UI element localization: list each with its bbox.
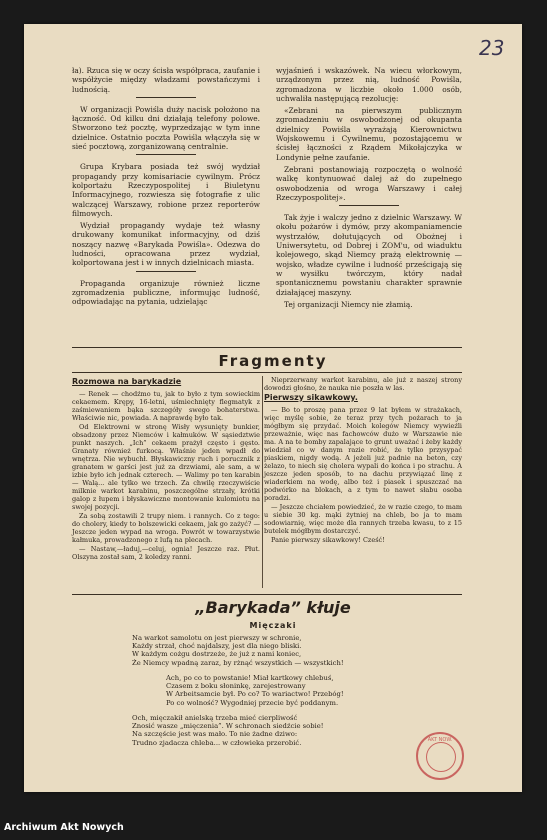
divider <box>72 347 462 348</box>
poem-subtitle: Mięczaki <box>249 621 297 630</box>
poem-title: „Barykada” kłuje <box>195 598 351 617</box>
poem-line: W każdym cożgu dostrzeże, że już z nami koniec, <box>132 650 302 659</box>
stamp-inner-ring <box>426 742 456 772</box>
divider <box>136 271 196 272</box>
paragraph: Propaganda organizuje również liczne zgromadzenia publiczne, informując ludność, odpowiadając na pytania, udzielając <box>72 278 260 307</box>
stamp-text: AKT NOW. <box>427 737 453 743</box>
paragraph: Tej organizacji Niemcy nie złamią. <box>284 299 413 309</box>
paragraph: — Renek — chodźmo tu, jak to było z tym sowieckim cekaemem. Krępy, 16-letni, uśmiechnięty flegmatyk z zaśmiewaniem bąka szczegóły swego bohaterstwa. Właściwie nic, powiada. A naprawdę było tak. <box>72 390 260 422</box>
poem-line: Ach, po co to powstanie! Miał kartkowy chlebuś, <box>166 674 334 682</box>
fragment-column-right <box>264 376 462 545</box>
divider <box>136 154 196 155</box>
paragraph: W organizacji Powiśla duży nacisk położono na łączność. Od kilku dni działają telefony polowe. Stworzono też pocztę, wyprzedzając w tym inne dzielnice. Ostatnio poczta Powiśla włączyła się w sieć pocztową, zorganizowaną centralnie. <box>72 104 260 152</box>
paragraph: Od Elektrowni w stronę Wisły wysunięty bunkier, obsadzony przez Niemców i kałmuków. W sąsiedztwie punkt naszych. „Ich” cekaem prażył często i gęsto. Granaty również furkocą. Właśnie jeden wpadł do wnętrza. Nie wybuchł. Błyskawiczny ruch i porucznik z granatem w garści jest już za drzwiami, ale sam, a w izbie było ich jednak czterech. — Walimy po ten karabin — Walą... ale tylko we trzech. Za chwilę rzeczywiście milknie warkot karabinu, poszczególne strzały, krótki galop z łupem i błyskawiczne montowanie kulomiotu na swojej pozycji. <box>72 423 260 511</box>
paragraph: — Nastaw,—ładuj,—celuj, ognia! Jeszcze raz. Płut. Olszyna został sam, 2 koledzy ranni. <box>72 545 260 561</box>
divider <box>72 594 462 595</box>
fragment-column-left <box>72 376 260 562</box>
fragment-heading: Pierwszy sikawkowy. <box>264 393 358 402</box>
page-number: 23 <box>479 36 505 60</box>
paragraph: ła). Rzuca się w oczy ścisła współpraca, zaufanie i współżycie między władzami powstańczymi i ludnością. <box>72 66 260 94</box>
poem-line: Na warkot samolotu on jest pierwszy w schronie, <box>132 634 302 642</box>
poem-stanza <box>132 714 324 747</box>
paragraph: wyjaśnień i wskazówek. Na wiecu włorkowym, urządzonym przez nią, ludność Powiśla, zgromadzona w liczbie około 1.000 osób, uchwaliła następującą rezolucję: <box>276 66 462 103</box>
divider <box>136 97 196 98</box>
paragraph: «Zebrani na pierwszym publicznym zgromadzeniu w oswobodzonej od okupanta dzielnicy Powiśla wyrażają Kierownictwu Wojskowemu i Cywilnemu, pozostającemu w ścisłej łączności z Rządem Mikołajczyka w Londynie pełne zaufanie. <box>276 106 462 162</box>
poem-line: Czasem z boku słoninkę, zarejestrowany <box>166 682 306 691</box>
paragraph: — Bo to proszę pana przez 9 lat byłem w strażakach, więc myślę sobie, że teraz przy tych pożarach to ja mógłbym się przydać. Moich kolegów Niemcy wywieźli przeważnie, więc nas fachowców dużo w Warszawie nie ma. A na te bomby zapalające to grunt uważać i żeby każdy wiedział co w danym razie robić, że tylko przysypać piaskiem, nigdy wodą. A jeżeli już padnie na beton, czy żelazo, to niech się cholera wypali do końca i po strachu. A jeszcze jeden sposób, to na dachu przywiązać linę z wiaderkiem na wodę, albo też i piasek i spuszczać na podwórko na blokach, a z tym to nawet słabu osoba poradzi. <box>264 406 462 502</box>
section-title: Fragmenty <box>218 352 328 370</box>
paragraph: — Jeszcze chciałem powiedzieć, że w razie czego, to mam u siebie 30 kg. mąki żytniej na chleb, bo ja to mam sodowiarnię, więc może dla rannych trzeba kwasu, to z 15 butelek mógłbym dostarczyć. <box>264 503 462 535</box>
poem-line: W Arbeitsamcie był. Po co? To wariactwo! Przebóg! <box>166 690 344 699</box>
poem-stanza <box>132 634 344 667</box>
poem-stanza <box>166 674 344 707</box>
poem-line: Och, mięczakił anielską trzeba mieć cierpliwość <box>132 714 298 722</box>
poem-line: Że Niemcy wpadną zaraz, by rżnąć wszystkich — wszystkich! <box>132 658 344 667</box>
paragraph: Nieprzerwany warkot karabinu, ale już z naszej strony dowodzi głośno, że nauka nie poszła w las. <box>264 376 462 392</box>
paragraph: Grupa Krybara posiada też swój wydział propagandy przy komisariacie cywilnym. Prócz kolportażu Rzeczypospolitej i Biuletynu Informacyjnego, rozwiesza się fotografie z ulic walczącej Warszawy, robione przez reporterów filmowych. <box>72 162 260 218</box>
poem-line: Na szczęście jest was mało. To nie żadne dziwo: <box>132 730 298 739</box>
column-divider <box>262 376 263 588</box>
paragraph: Wydział propagandy wydaje też własny drukowany komunikat informacyjny, od dziś noszący nazwę «Barykada Powiśla». Odezwa do ludności, opracowana przez wydział, kolportowana jest i w innych dzielnicach miasta. <box>72 221 260 268</box>
archive-stamp <box>416 732 464 780</box>
poem-line: Znosić wasze „mięczenia”. W schronach siedźcie sobie! <box>132 722 324 731</box>
divider <box>72 372 462 373</box>
archive-footer: Archiwum Akt Nowych <box>4 822 124 833</box>
fragment-heading: Rozmowa na barykadzie <box>72 377 182 386</box>
poem-line: Po co wolność? Wygodniej przecie być poddanym. <box>166 698 339 707</box>
poem-line: Trudno zjadacza chleba... w człowieka przerobić. <box>132 738 302 747</box>
poem-line: Każdy strzał, choć najdalszy, jest dla niego bliski. <box>132 642 302 651</box>
paragraph: Zebrani postanowiają rozpoczętą o wolność walkę kontynuować dalej aż do zupełnego oswobodzenia od wroga Warszawy i całej Rzeczypospolitej». <box>276 164 462 202</box>
right-column <box>276 66 462 312</box>
paragraph: Za sobą zostawili 2 trupy niem. i rannych. Co z tego: do cholery, kiedy to bolszewicki cekaem, jak go zażyć? — Jeszcze jeden wypad na wroga. Powrót w towarzystwie kałmuka, prowadzonego z lufą na plecach. <box>72 512 260 544</box>
paragraph: Tak żyje i walczy jedno z dzielnic Warszawy. W okołu pożarów i dymów, przy akompaniamencie wystrzałów, dołutujących od Obożnej i Uniwersytetu, od Dobrej i ZOM'u, od wiaduktu kolejowego, skąd Niemcy prażą elektrownię — wojsko, władze cywilne i ludność prześcigają się w wysiłku twórczym, który nadał spontanicznemu powstaniu charakter sprawnie działającej maszyny. <box>276 213 462 297</box>
divider <box>339 205 399 206</box>
document-sheet <box>24 24 522 792</box>
paragraph: Panie pierwszy sikawkowy! Cześć! <box>271 536 385 544</box>
left-column <box>72 66 260 310</box>
